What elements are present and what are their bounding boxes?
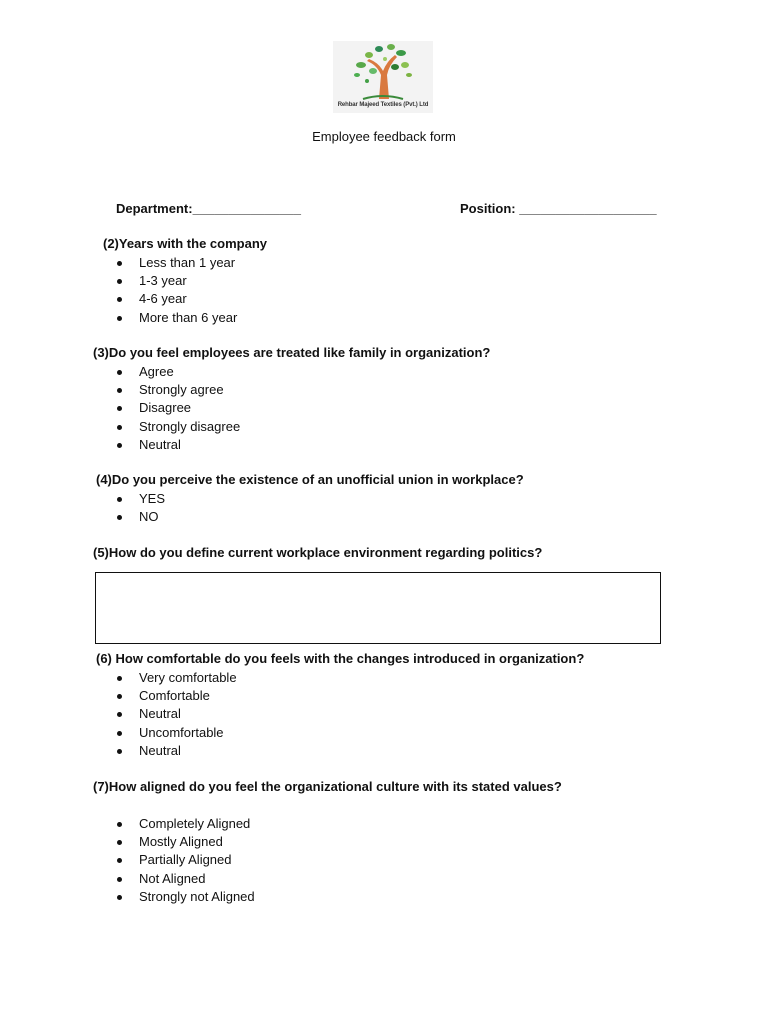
- option-item[interactable]: Very comfortable: [113, 669, 237, 687]
- question-culture-alignment: (7)How aligned do you feel the organizational culture with its stated values?: [93, 779, 562, 794]
- option-item[interactable]: Comfortable: [113, 687, 237, 705]
- option-item[interactable]: Strongly disagree: [113, 418, 240, 436]
- option-item[interactable]: YES: [113, 490, 165, 508]
- option-item[interactable]: Strongly not Aligned: [113, 888, 255, 906]
- option-item[interactable]: Neutral: [113, 436, 240, 454]
- option-item[interactable]: Mostly Aligned: [113, 833, 255, 851]
- option-item[interactable]: More than 6 year: [113, 309, 237, 327]
- question-workplace-politics: (5)How do you define current workplace environment regarding politics?: [93, 545, 543, 560]
- option-item[interactable]: Neutral: [113, 705, 237, 723]
- option-item[interactable]: Agree: [113, 363, 240, 381]
- department-field[interactable]: Department:_______________: [116, 201, 302, 216]
- question-unofficial-union: (4)Do you perceive the existence of an unofficial union in workplace?: [96, 472, 524, 487]
- company-logo: [333, 41, 433, 113]
- options-unofficial-union: [113, 490, 165, 526]
- question-comfort-with-changes: (6) How comfortable do you feels with the changes introduced in organization?: [96, 651, 585, 666]
- option-item[interactable]: Less than 1 year: [113, 254, 237, 272]
- option-item[interactable]: Partially Aligned: [113, 851, 255, 869]
- options-years-with-company: [113, 254, 237, 327]
- option-item[interactable]: Completely Aligned: [113, 815, 255, 833]
- tree-logo-icon: [333, 41, 433, 103]
- question-years-with-company: (2)Years with the company: [103, 236, 267, 251]
- politics-answer-box[interactable]: [95, 572, 661, 644]
- option-item[interactable]: NO: [113, 508, 165, 526]
- question-treated-like-family: (3)Do you feel employees are treated like family in organization?: [93, 345, 491, 360]
- options-culture-alignment: [113, 815, 255, 906]
- option-item[interactable]: Uncomfortable: [113, 724, 237, 742]
- option-item[interactable]: Disagree: [113, 399, 240, 417]
- option-item[interactable]: Not Aligned: [113, 870, 255, 888]
- logo-company-name: Rehbar Majeed Textiles (Pvt.) Ltd: [337, 102, 429, 108]
- form-title: Employee feedback form: [312, 129, 456, 144]
- options-comfort-with-changes: [113, 669, 237, 760]
- options-treated-like-family: [113, 363, 240, 454]
- option-item[interactable]: Neutral: [113, 742, 237, 760]
- option-item[interactable]: 1-3 year: [113, 272, 237, 290]
- position-field[interactable]: Position: ___________________: [460, 201, 657, 216]
- option-item[interactable]: 4-6 year: [113, 290, 237, 308]
- option-item[interactable]: Strongly agree: [113, 381, 240, 399]
